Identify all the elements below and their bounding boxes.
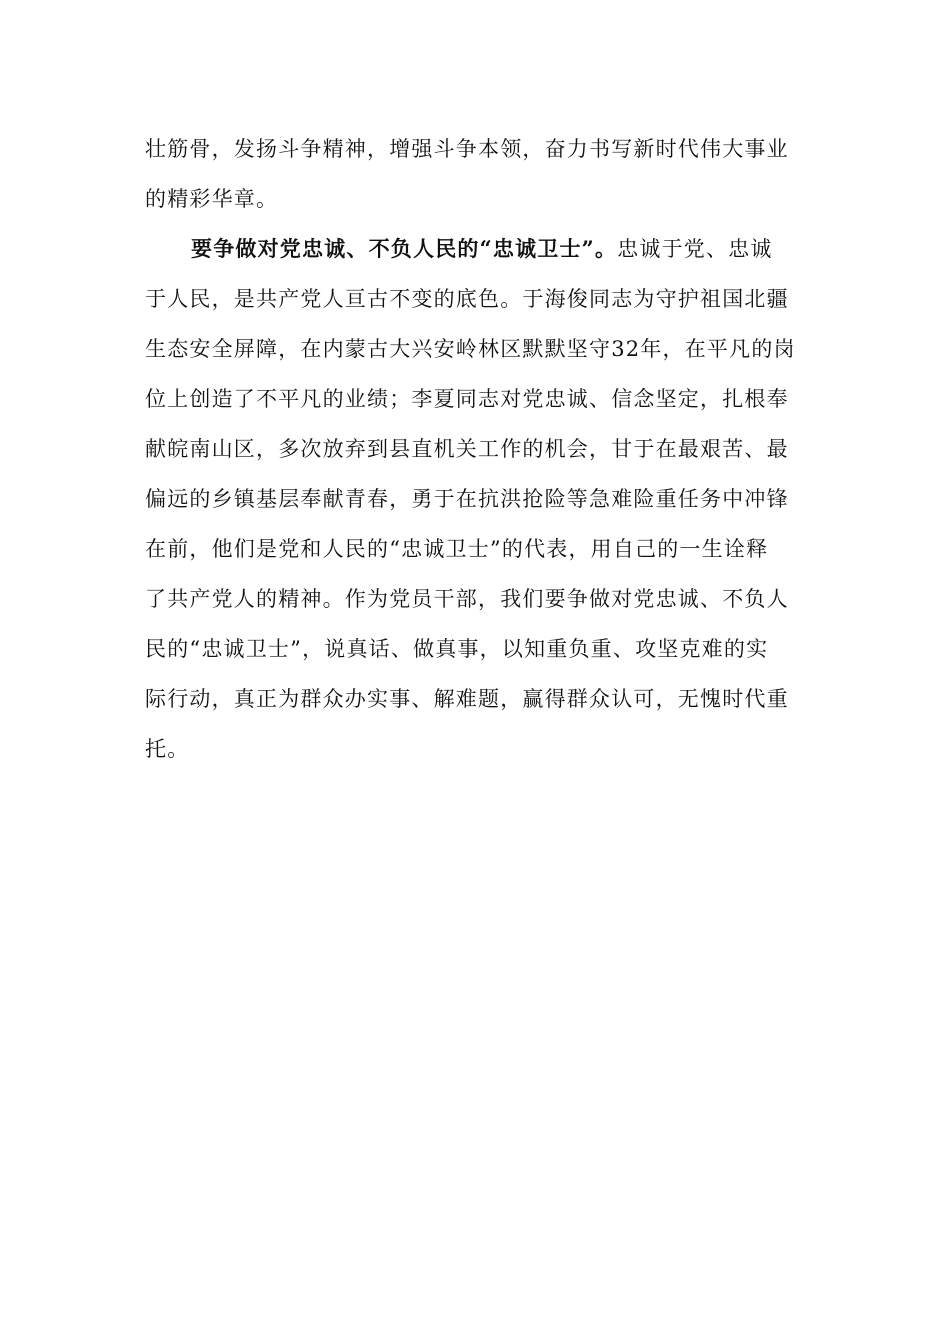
text-line: 托。: [145, 737, 190, 761]
text-line: 了共产党人的精神。作为党员干部，我们要争做对党忠诚、不负人: [145, 587, 789, 611]
paragraph-heading: 要争做对党忠诚、不负人民的“忠诚卫士”。: [191, 236, 618, 261]
text-line: 偏远的乡镇基层奉献青春，勇于在抗洪抢险等急难险重任务中冲锋: [145, 487, 789, 511]
text-fragment: 忠诚于党、忠诚: [617, 237, 773, 261]
text-line: 民的“忠诚卫士”，说真话、做真事，以知重负重、攻坚克难的实: [145, 637, 769, 661]
paragraph-2-first-line: [145, 224, 805, 274]
paragraph-1: [145, 124, 805, 224]
text-line: 于人民，是共产党人亘古不变的底色。于海俊同志为守护祖国北疆: [145, 287, 789, 311]
document-body: [145, 124, 805, 774]
text-line: 际行动，真正为群众办实事、解难题，赢得群众认可，无愧时代重: [145, 687, 789, 711]
paragraph-2: [145, 224, 805, 774]
text-line: 生态安全屏障，在内蒙古大兴安岭林区默默坚守32年，在平凡的岗: [145, 337, 796, 361]
text-line: 位上创造了不平凡的业绩；李夏同志对党忠诚、信念坚定，扎根奉: [145, 387, 789, 411]
text-line: 在前，他们是党和人民的“忠诚卫士”的代表，用自己的一生诠释: [145, 537, 769, 561]
text-line: 的精彩华章。: [145, 187, 279, 211]
text-line: 壮筋骨，发扬斗争精神，增强斗争本领，奋力书写新时代伟大事业: [145, 137, 789, 161]
text-line: 献皖南山区，多次放弃到县直机关工作的机会，甘于在最艰苦、最: [145, 437, 789, 461]
